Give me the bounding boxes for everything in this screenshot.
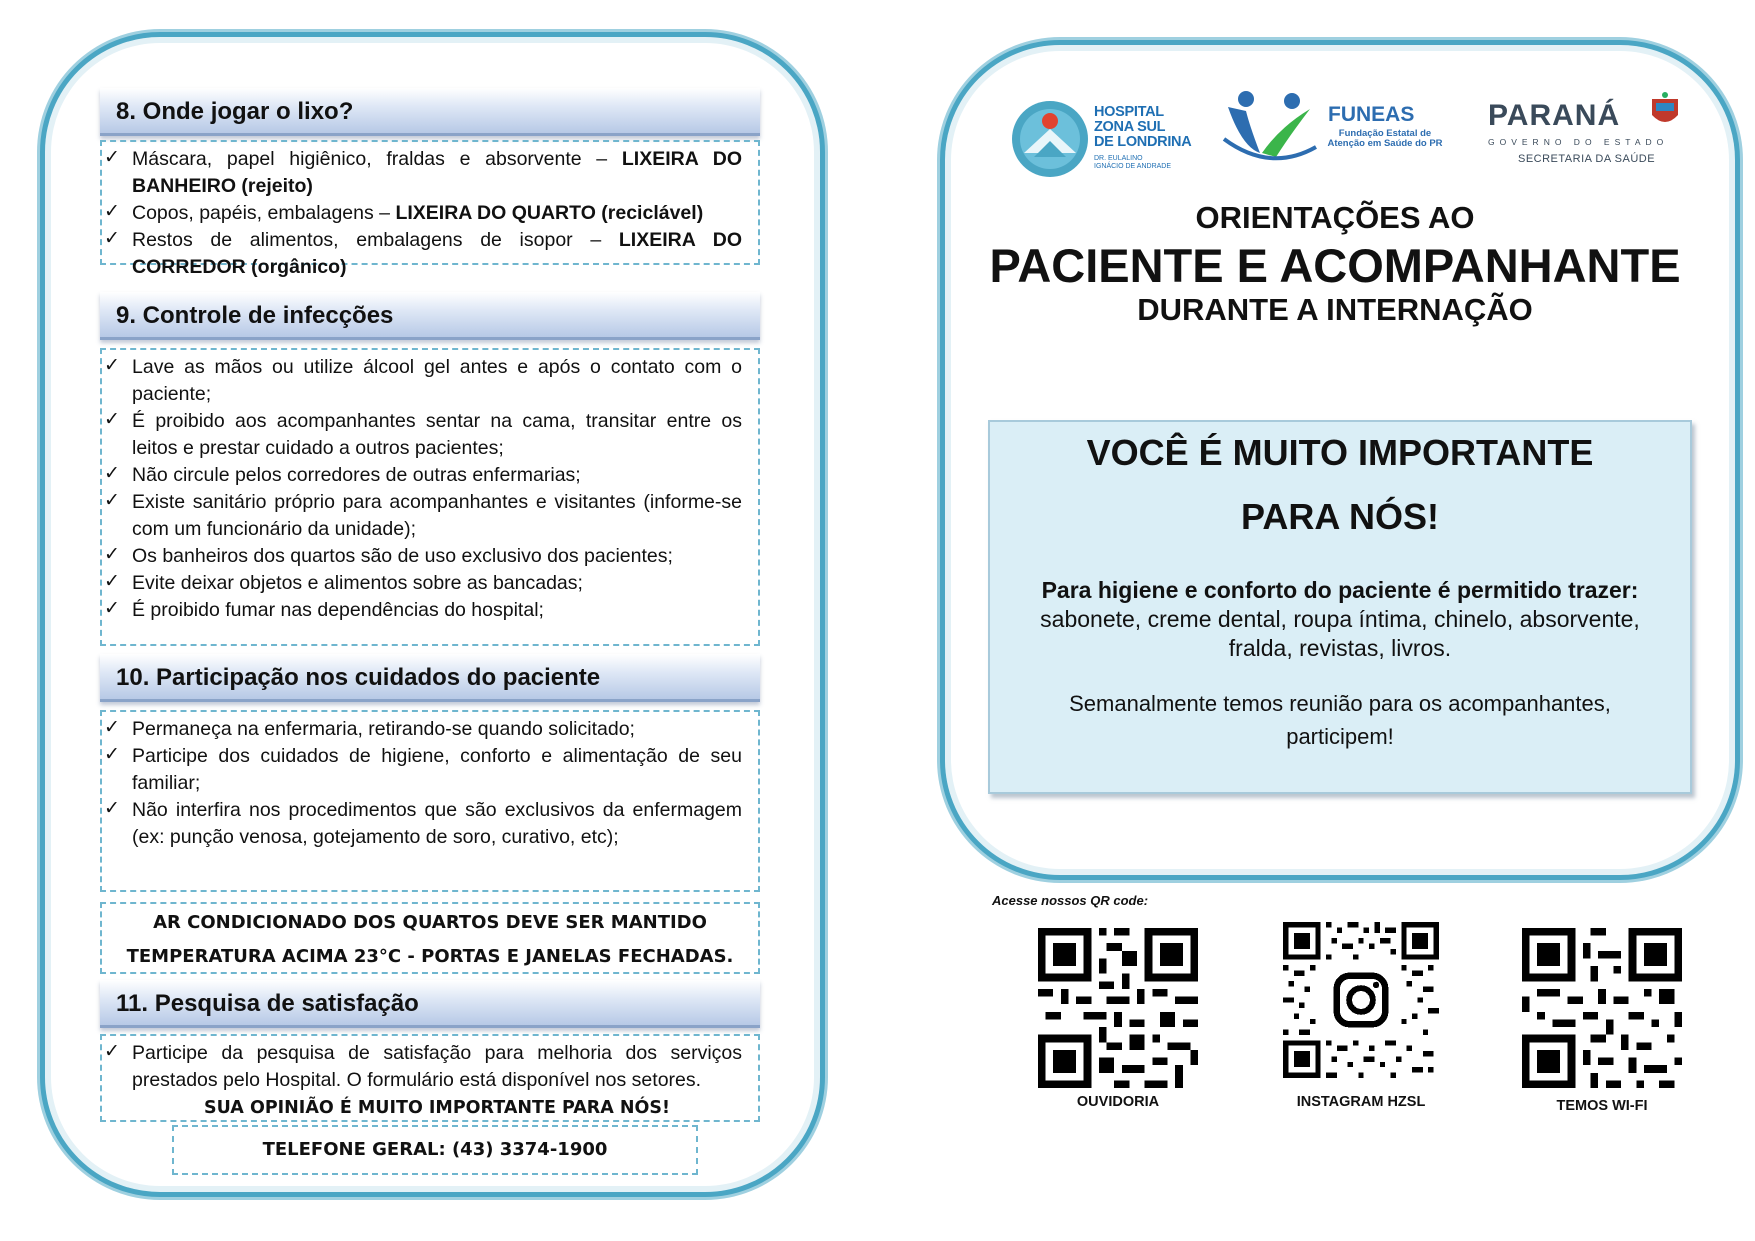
hospital-subtitle: DR. EULALINO bbox=[1094, 155, 1143, 162]
qr-intro: Acesse nossos QR code: bbox=[992, 893, 1149, 908]
list-item: ✓ Lave as mãos ou utilize álcool gel antes e após o contato com o paciente; bbox=[132, 354, 742, 408]
check-icon: ✓ bbox=[104, 147, 120, 168]
ac-notice-line: TEMPERATURA ACIMA 23°C - PORTAS E JANELAS FECHADAS. bbox=[126, 946, 734, 967]
survey-emphasis: SUA OPINIÃO É MUITO IMPORTANTE PARA NÓS! bbox=[204, 1098, 670, 1118]
section-8-heading: 8. Onde jogar o lixo? bbox=[100, 88, 760, 136]
hospital-emblem-icon bbox=[1010, 99, 1090, 179]
check-icon: ✓ bbox=[104, 798, 120, 819]
logo-row bbox=[1010, 95, 1690, 185]
hygiene-heading: Para higiene e conforto do paciente é permitido trazer: bbox=[1041, 577, 1639, 603]
meeting-note: Semanalmente temos reunião para os acompanhantes, participem! bbox=[1069, 691, 1611, 749]
list-item: ✓ Participe da pesquisa de satisfação para melhoria dos serviços prestados pelo Hospital. O formulário está disponível nos setores. bbox=[132, 1040, 742, 1094]
phone-number: TELEFONE GERAL: (43) 3374-1900 bbox=[172, 1125, 698, 1175]
check-icon: ✓ bbox=[104, 228, 120, 249]
section-11-box bbox=[100, 1034, 760, 1122]
check-icon: ✓ bbox=[104, 490, 120, 511]
parana-name: PARANÁ bbox=[1488, 99, 1621, 132]
funeas-logo bbox=[1220, 87, 1460, 187]
list-item: ✓ Permaneça na enfermaria, retirando-se quando solicitado; bbox=[132, 716, 742, 743]
funeas-name: FUNEAS bbox=[1328, 103, 1415, 126]
list-item: ✓ Máscara, papel higiênico, fraldas e absorvente – LIXEIRA DO BANHEIRO (rejeito) bbox=[132, 146, 742, 200]
parana-subtitle: GOVERNO DO ESTADO bbox=[1488, 137, 1669, 147]
hospital-subtitle: IGNÁCIO DE ANDRADE bbox=[1094, 163, 1172, 170]
title-line-3: DURANTE A INTERNAÇÃO bbox=[1137, 292, 1533, 327]
list-item: ✓ É proibido fumar nas dependências do hospital; bbox=[132, 597, 742, 624]
list-item: ✓ Não interfira nos procedimentos que são exclusivos da enfermagem (ex: punção venosa, gotejamento de soro, curativo, etc); bbox=[132, 797, 742, 851]
parana-coat-of-arms-icon bbox=[1648, 91, 1682, 131]
check-icon: ✓ bbox=[104, 201, 120, 222]
section-10-box bbox=[100, 710, 760, 892]
funeas-subtitle: Atenção em Saúde do PR bbox=[1327, 138, 1443, 149]
info-headline: VOCÊ É MUITO IMPORTANTE bbox=[1086, 432, 1594, 473]
hospital-name-line: HOSPITAL bbox=[1094, 104, 1164, 120]
check-icon: ✓ bbox=[104, 571, 120, 592]
info-headline: PARA NÓS! bbox=[1241, 496, 1439, 537]
check-icon: ✓ bbox=[104, 744, 120, 765]
qr-code-wifi-icon[interactable] bbox=[1522, 928, 1682, 1088]
parana-department: SECRETARIA DA SAÚDE bbox=[1518, 153, 1656, 165]
qr-code-ouvidoria-icon[interactable] bbox=[1038, 928, 1198, 1088]
check-icon: ✓ bbox=[104, 717, 120, 738]
check-icon: ✓ bbox=[104, 598, 120, 619]
title-line-1: ORIENTAÇÕES AO bbox=[1195, 200, 1475, 235]
section-11-heading: 11. Pesquisa de satisfação bbox=[100, 980, 760, 1028]
hospital-name-line: ZONA SUL bbox=[1094, 119, 1166, 135]
qr-label-wifi: TEMOS WI-FI bbox=[1556, 1098, 1648, 1114]
list-item: ✓ Não circule pelos corredores de outras enfermarias; bbox=[132, 462, 742, 489]
list-item: ✓ Copos, papéis, embalagens – LIXEIRA DO QUARTO (reciclável) bbox=[132, 200, 742, 227]
list-item: ✓ É proibido aos acompanhantes sentar na cama, transitar entre os leitos e prestar cuidado a outros pacientes; bbox=[132, 408, 742, 462]
list-item: ✓ Os banheiros dos quartos são de uso exclusivo dos pacientes; bbox=[132, 543, 742, 570]
funeas-emblem-icon bbox=[1220, 87, 1320, 167]
hospital-name-line: DE LONDRINA bbox=[1094, 134, 1192, 150]
info-box bbox=[988, 420, 1692, 794]
section-8-box bbox=[100, 140, 760, 278]
hospital-logo bbox=[1010, 95, 1205, 185]
list-item: ✓ Existe sanitário próprio para acompanhantes e visitantes (informe-se com um funcionário da unidade); bbox=[132, 489, 742, 543]
check-icon: ✓ bbox=[104, 409, 120, 430]
section-9-heading: 9. Controle de infecções bbox=[100, 292, 760, 340]
list-item: ✓ Evite deixar objetos e alimentos sobre as bancadas; bbox=[132, 570, 742, 597]
parana-logo bbox=[1488, 95, 1688, 185]
check-icon: ✓ bbox=[104, 544, 120, 565]
check-icon: ✓ bbox=[104, 463, 120, 484]
page-title: PACIENTE E ACOMPANHANTE bbox=[989, 239, 1681, 292]
check-icon: ✓ bbox=[104, 355, 120, 376]
hygiene-items: sabonete, creme dental, roupa íntima, chinelo, absorvente, fralda, revistas, livros. bbox=[1040, 606, 1640, 661]
qr-label-ouvidoria: OUVIDORIA bbox=[1076, 1094, 1160, 1110]
ac-notice-line: AR CONDICIONADO DOS QUARTOS DEVE SER MANTIDO bbox=[153, 912, 707, 933]
section-9-box bbox=[100, 348, 760, 646]
section-10-heading: 10. Participação nos cuidados do paciente bbox=[100, 654, 760, 702]
qr-code-instagram-icon[interactable] bbox=[1283, 922, 1439, 1078]
check-icon: ✓ bbox=[104, 1041, 120, 1062]
ac-notice bbox=[100, 902, 760, 974]
funeas-subtitle: Fundação Estatal de bbox=[1338, 128, 1432, 139]
list-item: ✓ Participe dos cuidados de higiene, conforto e alimentação de seu familiar; bbox=[132, 743, 742, 797]
list-item: ✓ Restos de alimentos, embalagens de isopor – LIXEIRA DO CORREDOR (orgânico) bbox=[132, 227, 742, 281]
qr-label-instagram: INSTAGRAM HZSL bbox=[1296, 1094, 1426, 1110]
